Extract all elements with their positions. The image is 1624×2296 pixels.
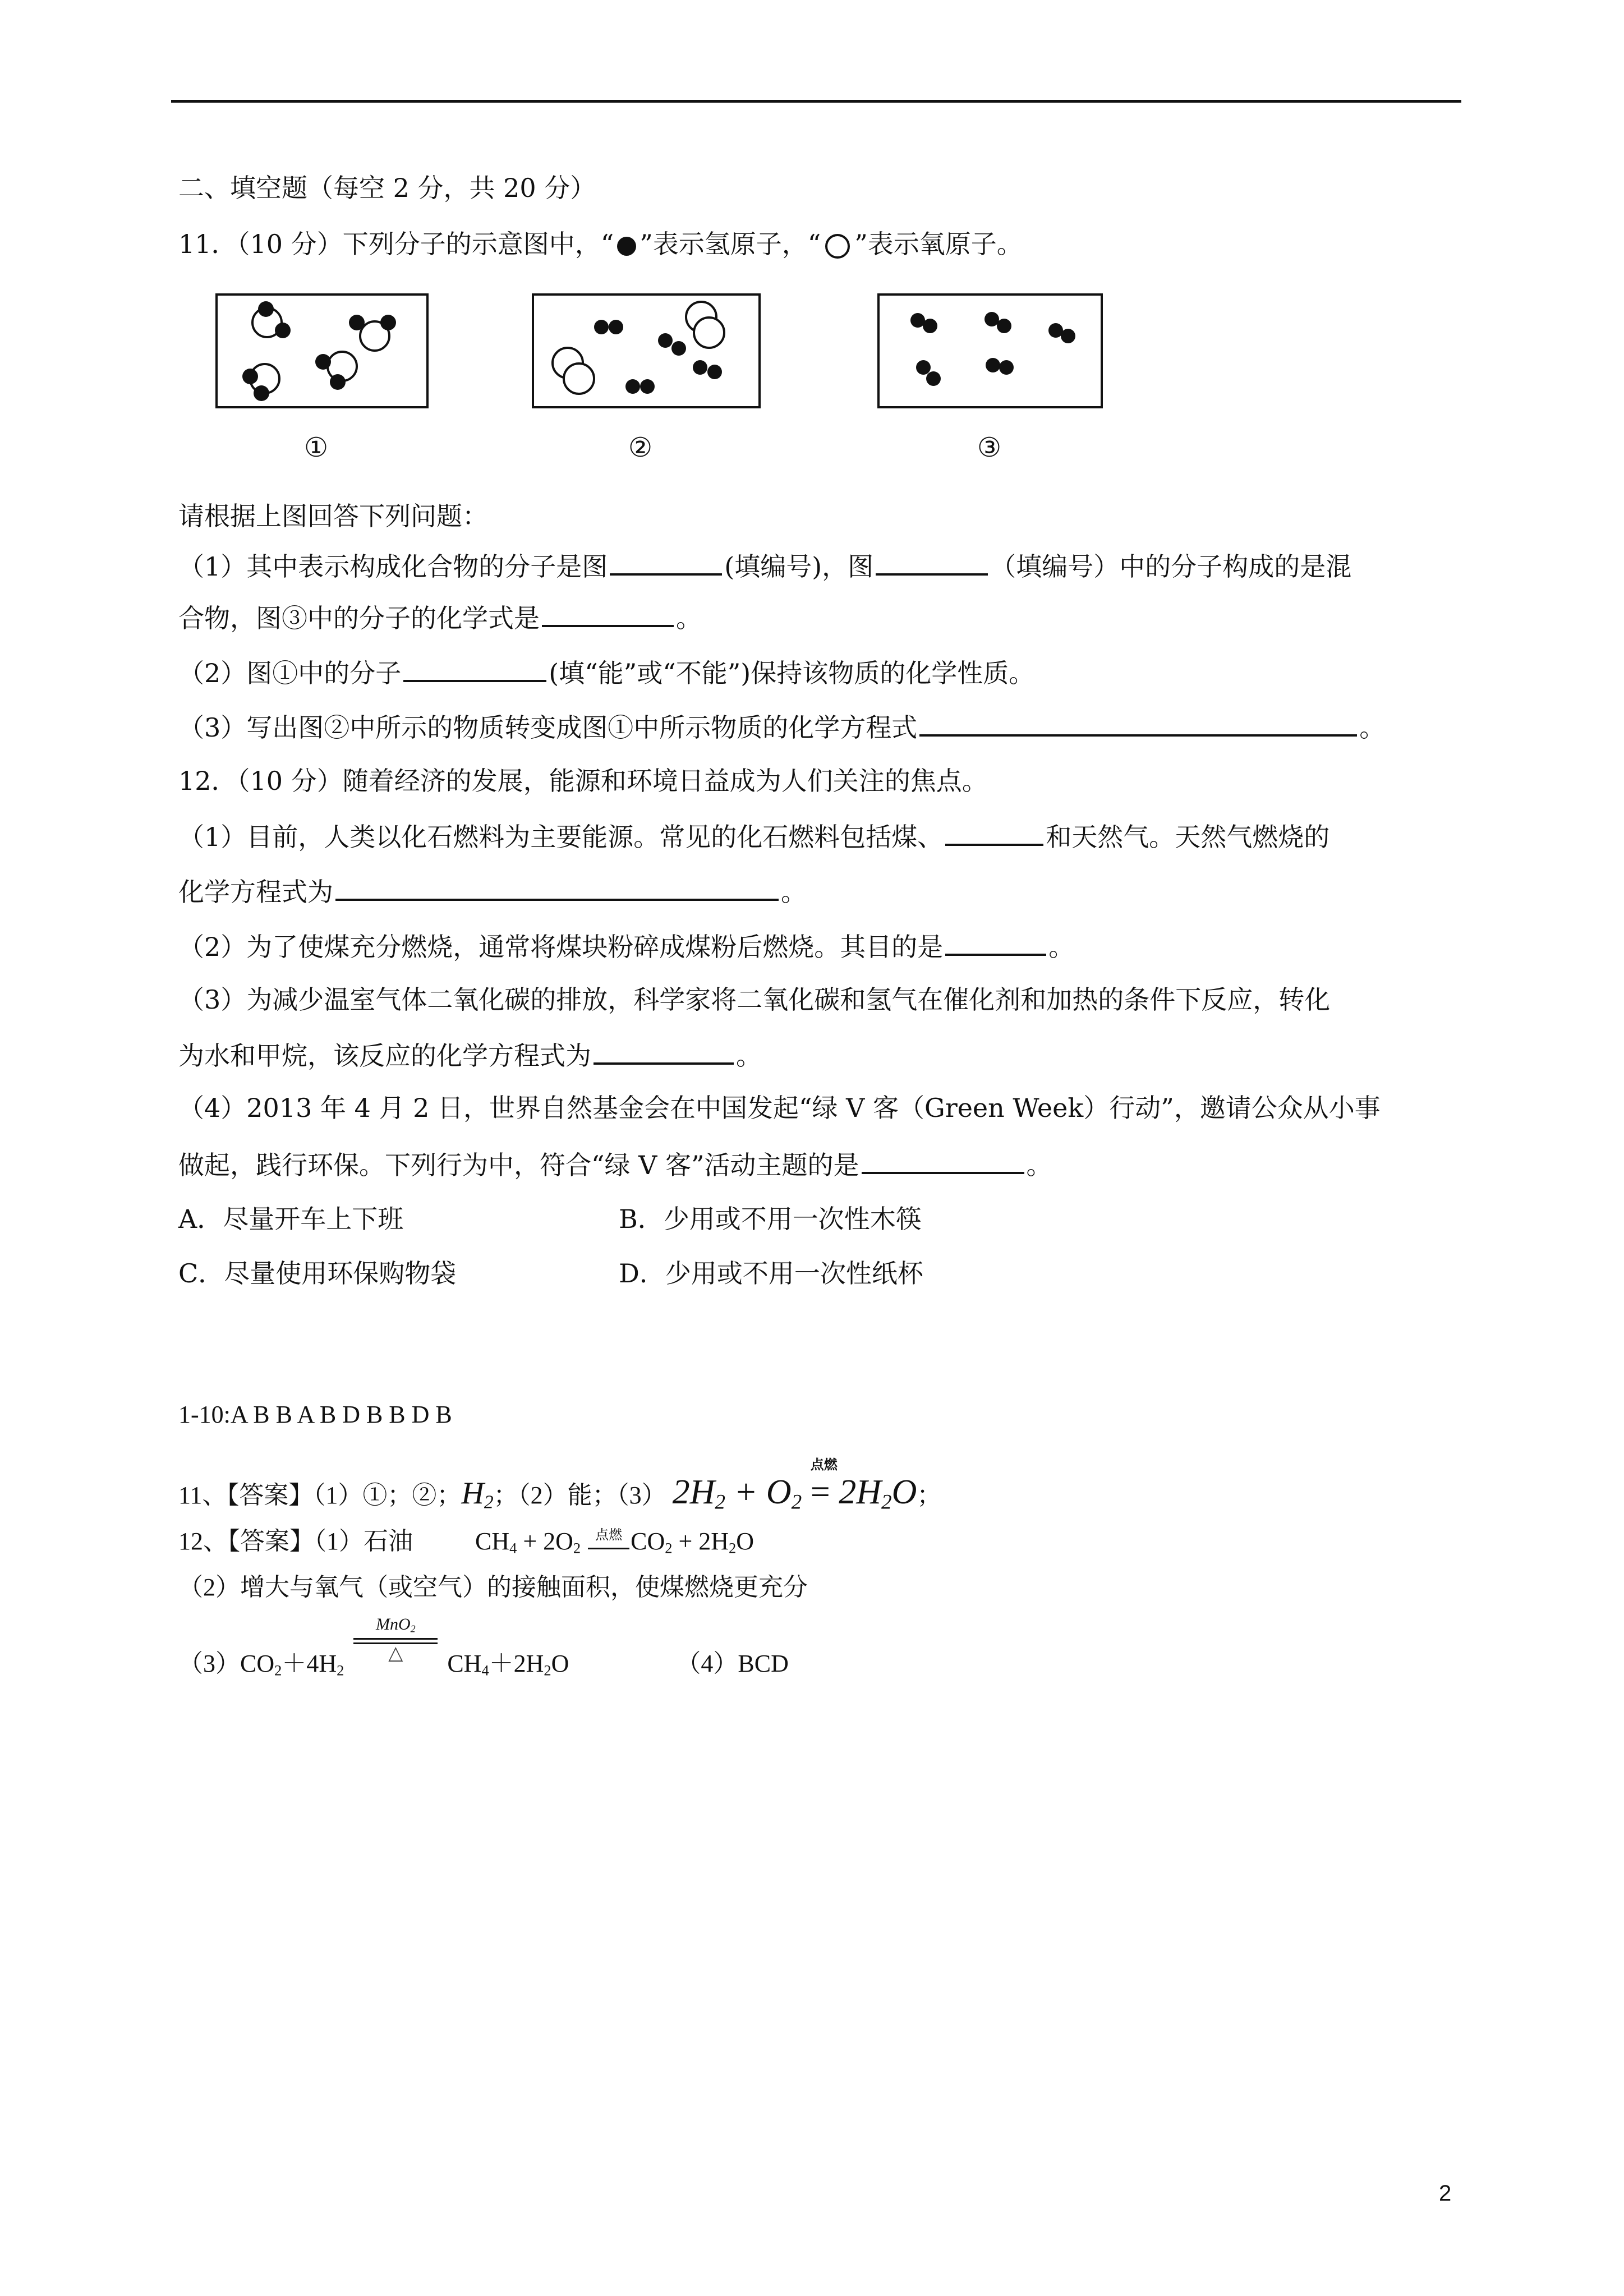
- molecule-diagram-3: [877, 293, 1103, 408]
- q12-part4-line1: （4）2013 年 4 月 2 日，世界自然基金会在中国发起“绿 V 客（Green Week）行动”，邀请公众从小事: [178, 1093, 1381, 1123]
- option-a: A．尽量开车上下班: [178, 1204, 404, 1234]
- option-c: C．尽量使用环保购物袋: [178, 1258, 457, 1289]
- answer-blank[interactable]: [876, 549, 988, 576]
- q12-part2: （2）为了使煤充分燃烧，通常将煤块粉碎成煤粉后燃烧。其目的是 。: [178, 929, 1074, 964]
- answer-blank[interactable]: [403, 655, 546, 682]
- option-d: D．少用或不用一次性纸杯: [619, 1258, 923, 1289]
- answer-blank[interactable]: [919, 710, 1357, 737]
- equation-h2-o2: $2H_2 + O_2$ 点燃 = $2H_2O$: [672, 1458, 917, 1514]
- q12-part3-line1: （3）为减少温室气体二氧化碳的排放，科学家将二氧化碳和氢气在催化剂和加热的条件下反应，转化: [178, 984, 1331, 1015]
- answer-blank[interactable]: [594, 1038, 734, 1065]
- q12-part1-line1: （1）目前，人类以化石燃料为主要能源。常见的化石燃料包括煤、 和天然气。天然气燃烧的: [178, 819, 1329, 854]
- answer-blank[interactable]: [945, 929, 1046, 956]
- answer-12-part2: （2）增大与氧气（或空气）的接触面积，使煤燃烧更充分: [178, 1573, 808, 1601]
- q11-intro: 11．（10 分）下列分子的示意图中，“ ”表示氢原子，“ ”表示氧原子。: [178, 229, 1023, 259]
- answer-blank[interactable]: [945, 819, 1043, 846]
- answer-blank[interactable]: [862, 1147, 1024, 1174]
- section-title: 二、填空题（每空 2 分，共 20 分）: [178, 173, 596, 203]
- q11-part1-line1: （1）其中表示构成化合物的分子是图 (填编号)，图 （填编号）中的分子构成的是混: [178, 549, 1351, 583]
- hydrogen-atom-icon: [617, 237, 636, 256]
- diagram-label-2: ②: [628, 432, 653, 463]
- molecule-diagram-1: [215, 293, 429, 408]
- q12-intro: 12．（10 分）随着经济的发展，能源和环境日益成为人们关注的焦点。: [178, 766, 988, 796]
- q12-part1-line2: 化学方程式为 。: [178, 874, 807, 909]
- header-rule: [171, 100, 1461, 103]
- oxygen-atom-icon: [825, 234, 850, 259]
- q12-part4-line2: 做起，践行环保。下列行为中，符合“绿 V 客”活动主题的是 。: [178, 1147, 1052, 1182]
- answer-blank[interactable]: [335, 874, 779, 901]
- answer-mc: 1-10:A B B A B D B B D B: [178, 1401, 452, 1428]
- diagram-label-3: ③: [977, 432, 1002, 463]
- answer-12-part1: 12、【答案】（1）石油 $CH_4 + 2O_2$ 点燃 $CO_2 + 2H_2O$: [178, 1527, 755, 1557]
- answer-blank[interactable]: [542, 600, 674, 627]
- molecule-diagram-2: [532, 293, 761, 408]
- q12-part3-line2: 为水和甲烷，该反应的化学方程式为 。: [178, 1038, 762, 1073]
- option-b: B．少用或不用一次性木筷: [619, 1204, 922, 1234]
- answer-11: 11、【答案】（1）①；②；$H_2$；（2）能；（3） $2H_2 + O_2$ 点燃 = $2H_2O$；: [178, 1458, 942, 1514]
- answer-12-part3: $(3)CO_2+4H_2$ MnO$_2$ △ $CH_4+2H_2O$ （4）BCD: [178, 1615, 789, 1679]
- answer-blank[interactable]: [610, 549, 722, 576]
- q11-part3: （3）写出图②中所示的物质转变成图①中所示物质的化学方程式 。: [178, 710, 1385, 744]
- q11-prompt: 请根据上图回答下列问题：: [178, 501, 488, 531]
- page-number: 2: [1439, 2181, 1452, 2206]
- q11-part2: （2）图①中的分子 (填“能”或“不能”)保持该物质的化学性质。: [178, 655, 1034, 690]
- diagram-label-1: ①: [304, 432, 329, 463]
- q11-part1-line2: 合物，图③中的分子的化学式是 。: [178, 600, 702, 635]
